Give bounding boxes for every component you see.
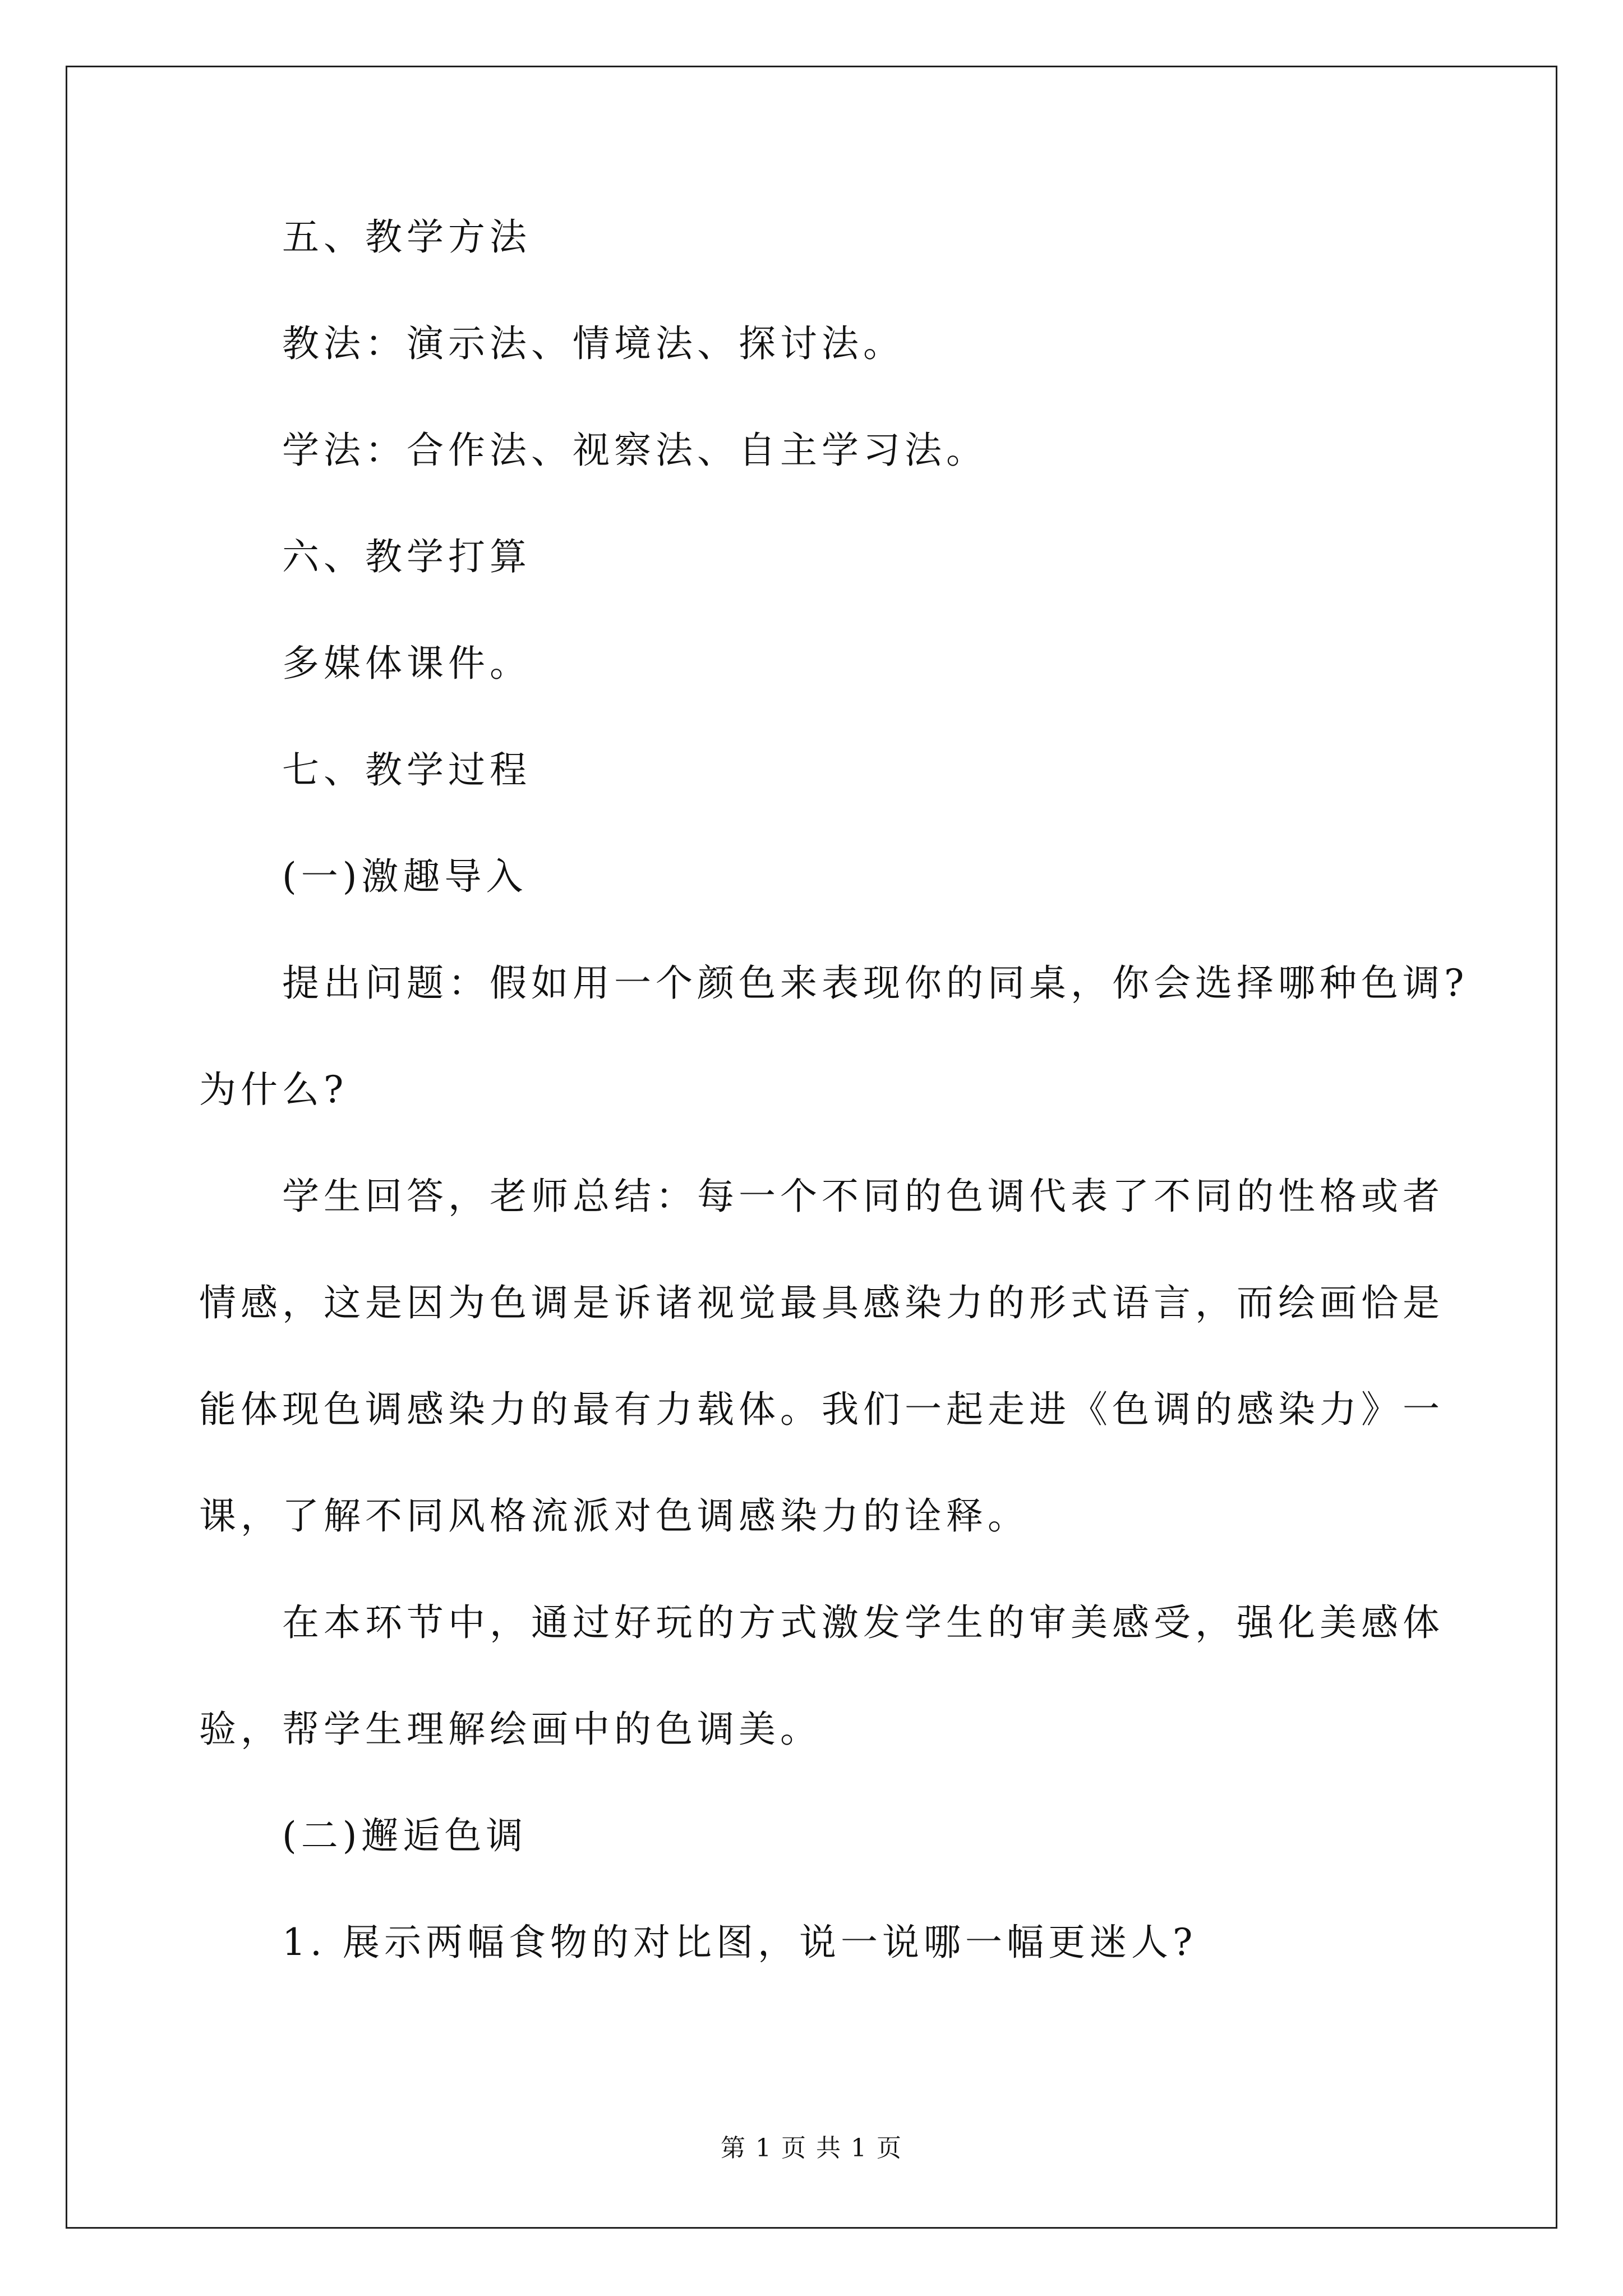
- question-line-1: 提出问题：假如用一个颜色来表现你的同桌，你会选择哪种色调?: [282, 961, 1469, 1005]
- page-footer: 第 1 页 共 1 页: [721, 2134, 902, 2162]
- summary-line-1: 学生回答，老师总结：每一个不同的色调代表了不同的性格或者: [282, 1175, 1444, 1218]
- summary-line-4: 课，了解不同风格流派对色调感染力的诠释。: [199, 1494, 1029, 1538]
- heading-teaching-methods: 五、教学方法: [282, 215, 531, 259]
- document-body: [199, 210, 1469, 1969]
- heading-teaching-preparation: 六、教学打算: [282, 535, 531, 578]
- section-note-line-2: 验，帮学生理解绘画中的色调美。: [199, 1708, 822, 1751]
- summary-line-2: 情感，这是因为色调是诉诸视觉最具感染力的形式语言，而绘画恰是: [199, 1281, 1444, 1324]
- learning-method-paragraph: 学法：合作法、视察法、自主学习法。: [282, 429, 988, 472]
- list-item-1: 1. 展示两幅食物的对比图，说一说哪一幅更迷人?: [282, 1921, 1197, 1964]
- teaching-method-paragraph: 教法：演示法、情境法、探讨法。: [282, 322, 905, 365]
- preparation-paragraph: 多媒体课件。: [282, 642, 531, 685]
- subheading-encounter-tone: (二)邂逅色调: [282, 1814, 528, 1857]
- section-note-line-1: 在本环节中，通过好玩的方式激发学生的审美感受，强化美感体: [282, 1601, 1444, 1644]
- subheading-introduction: (一)激趣导入: [282, 855, 528, 898]
- heading-teaching-process: 七、教学过程: [282, 748, 531, 792]
- summary-line-3: 能体现色调感染力的最有力载体。我们一起走进《色调的感染力》一: [199, 1388, 1444, 1431]
- question-line-2: 为什么?: [199, 1068, 348, 1111]
